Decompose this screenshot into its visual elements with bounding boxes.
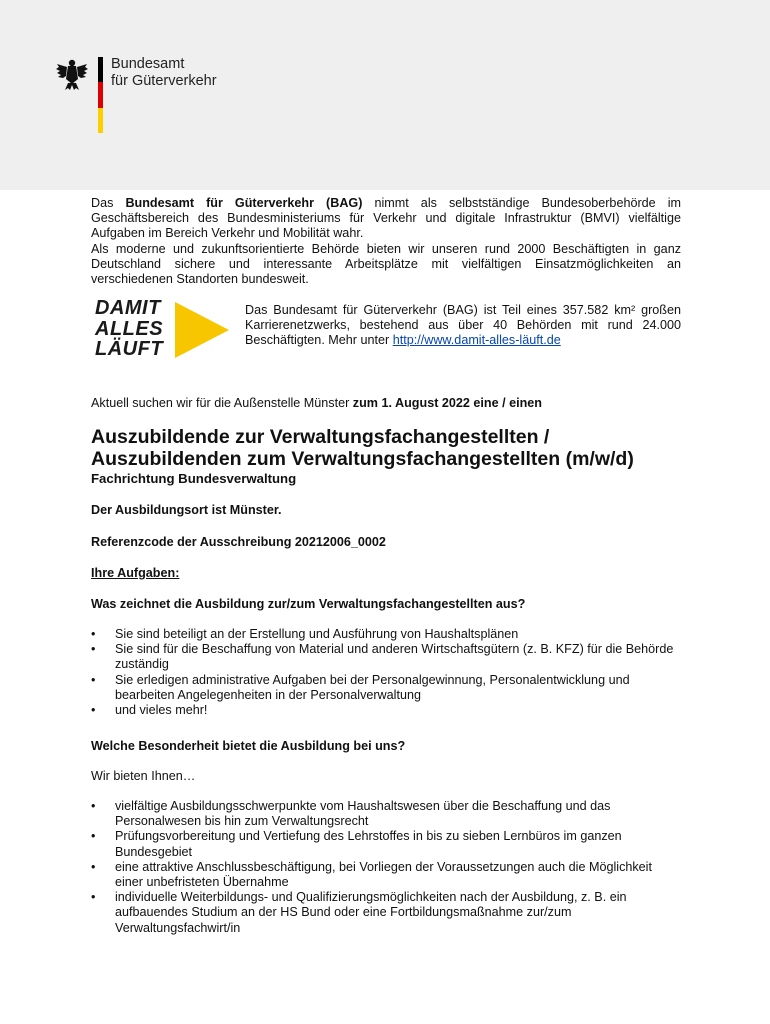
damit-alles-laeuft-logo	[91, 298, 236, 362]
flag-black	[98, 57, 103, 82]
intro-paragraph-2: Als moderne und zukunftsorientierte Behörde bieten wir unseren rund 2000 Beschäftigten in ganz Deutschland sichere und interessante Arbeitsplätze mit vielfältigen Einsatzmöglichkeiten an verschiedenen Standorten bundesweit.	[91, 241, 681, 287]
german-flag-bar	[98, 57, 103, 133]
list-item: • vielfältige Ausbildungsschwerpunkte vom Haushaltswesen über die Beschaffung und das Personalwesen bis hin zum Verwaltungsrecht	[91, 799, 681, 829]
job-subtitle: Fachrichtung Bundesverwaltung	[91, 471, 297, 486]
logo-line2: ALLES	[95, 317, 164, 340]
tasks-heading: Ihre Aufgaben:	[91, 566, 180, 580]
intro-section	[91, 196, 681, 287]
search-start-date: zum 1. August 2022 eine / einen	[352, 396, 542, 410]
list-item: • individuelle Weiterbildungs- und Qualifizierungsmöglichkeiten nach der Ausbildung, z. B. ein aufbauendes Studium an der HS Bund oder eine Fortbildungsmaßnahme zur/zum Verwaltungsfachwirt/in	[91, 890, 681, 936]
intro-agency-name: Bundesamt für Güterverkehr (BAG)	[125, 196, 363, 210]
list-item: • Sie sind für die Beschaffung von Material und anderen Wirtschaftsgütern (z. B. KFZ) für die Behörde zuständig	[91, 642, 681, 672]
list-item: • eine attraktive Anschlussbeschäftigung, bei Vorliegen der Voraussetzungen auch die Möglichkeit einer unbefristeten Übernahme	[91, 860, 681, 890]
intro-prefix: Das	[91, 196, 126, 210]
federal-eagle-icon	[56, 57, 88, 91]
search-announcement	[91, 396, 542, 411]
list-item: • Prüfungsvorbereitung und Vertiefung des Lehrstoffes in bis zu sieben Lernbüros im ganzen Bundesgebiet	[91, 829, 681, 859]
list-item: • Sie sind beteiligt an der Erstellung und Ausführung von Haushaltsplänen	[91, 627, 681, 642]
damit-alles-laeuft-link[interactable]: http://www.damit-alles-läuft.de	[392, 333, 561, 348]
job-title-line1: Auszubildende zur Verwaltungsfachangestellten /	[91, 426, 550, 448]
search-prefix: Aktuell suchen wir für die Außenstelle Münster	[91, 396, 353, 410]
logo-line3: LÄUFT	[95, 338, 164, 360]
list-item: • Sie erledigen administrative Aufgaben bei der Personalgewinnung, Personalentwicklung und bearbeiten Angelegenheiten in der Personalverwaltung	[91, 673, 681, 703]
tasks-question: Was zeichnet die Ausbildung zur/zum Verwaltungsfachangestellten aus?	[91, 597, 526, 611]
flag-gold	[98, 108, 103, 133]
tasks-list	[91, 627, 681, 718]
network-text: Das Bundesamt für Güterverkehr (BAG) ist Teil eines 357.582 km² großen Karrierenetzwerks, bestehend aus über 40 Behörden mit rund 24.000 Beschäftigten. Mehr unter	[245, 303, 681, 348]
offer-intro: Wir bieten Ihnen…	[91, 769, 196, 783]
play-arrow-icon	[171, 300, 233, 360]
org-name-line2: für Güterverkehr	[111, 73, 217, 89]
network-paragraph	[245, 303, 681, 349]
training-location: Der Ausbildungsort ist Münster.	[91, 503, 282, 517]
intro-paragraph-1	[91, 196, 681, 242]
logo-wordmark	[95, 298, 163, 360]
org-name-line1: Bundesamt	[111, 56, 185, 72]
intro-rest: nimmt als selbstständige Bundesoberbehörde im Geschäftsbereich des Bundesministeriums für Verkehr und digitale Infrastruktur (BMVI) vielfältige Aufgaben im Bereich Verkehr und Mobilität wahr.	[91, 196, 681, 241]
offer-list	[91, 799, 681, 936]
offer-question: Welche Besonderheit bietet die Ausbildung bei uns?	[91, 739, 406, 753]
logo-line1: DAMIT	[95, 297, 161, 319]
job-title	[91, 426, 691, 470]
header-band	[0, 0, 770, 190]
flag-red	[98, 82, 103, 107]
organization-name	[111, 56, 217, 90]
list-item: • und vieles mehr!	[91, 703, 681, 718]
reference-code: Referenzcode der Ausschreibung 20212006_0002	[91, 535, 386, 549]
job-title-line2: Auszubildenden zum Verwaltungsfachangestellten (m/w/d)	[91, 448, 634, 470]
